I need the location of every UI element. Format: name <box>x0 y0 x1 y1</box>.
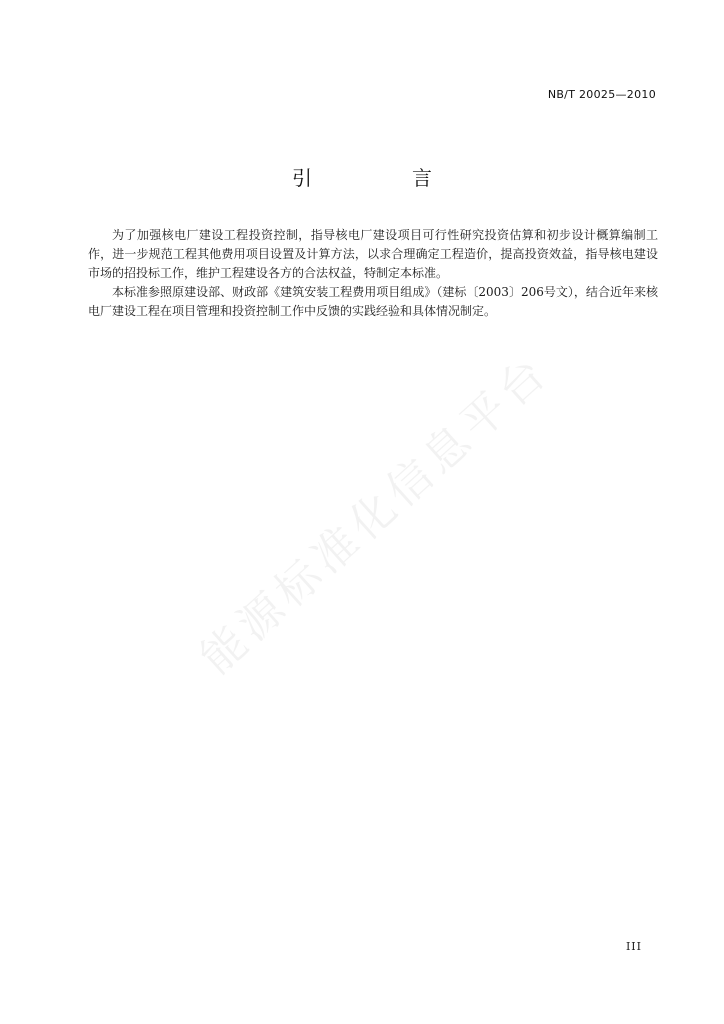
paragraph: 为了加强核电厂建设工程投资控制，指导核电厂建设项目可行性研究投资估算和初步设计概算编制工作，进一步规范工程其他费用项目设置及计算方法，以求合理确定工程造价，提高投资效益，指导核电建设市场的招投标工作，维护工程建设各方的合法权益，特制定本标准。 <box>88 228 658 280</box>
paragraph: 本标准参照原建设部、财政部《建筑安装工程费用项目组成》（建标〔2003〕206号文），结合近年来核电厂建设工程在项目管理和投资控制工作中反馈的实践经验和具体情况制定。 <box>88 285 658 318</box>
body-text <box>88 226 658 321</box>
watermark: 能源标准化信息平台 <box>190 345 560 685</box>
page-title: 引 言 <box>292 166 472 190</box>
page-number: III <box>625 940 642 953</box>
standard-number: NB/T 20025—2010 <box>547 88 656 101</box>
